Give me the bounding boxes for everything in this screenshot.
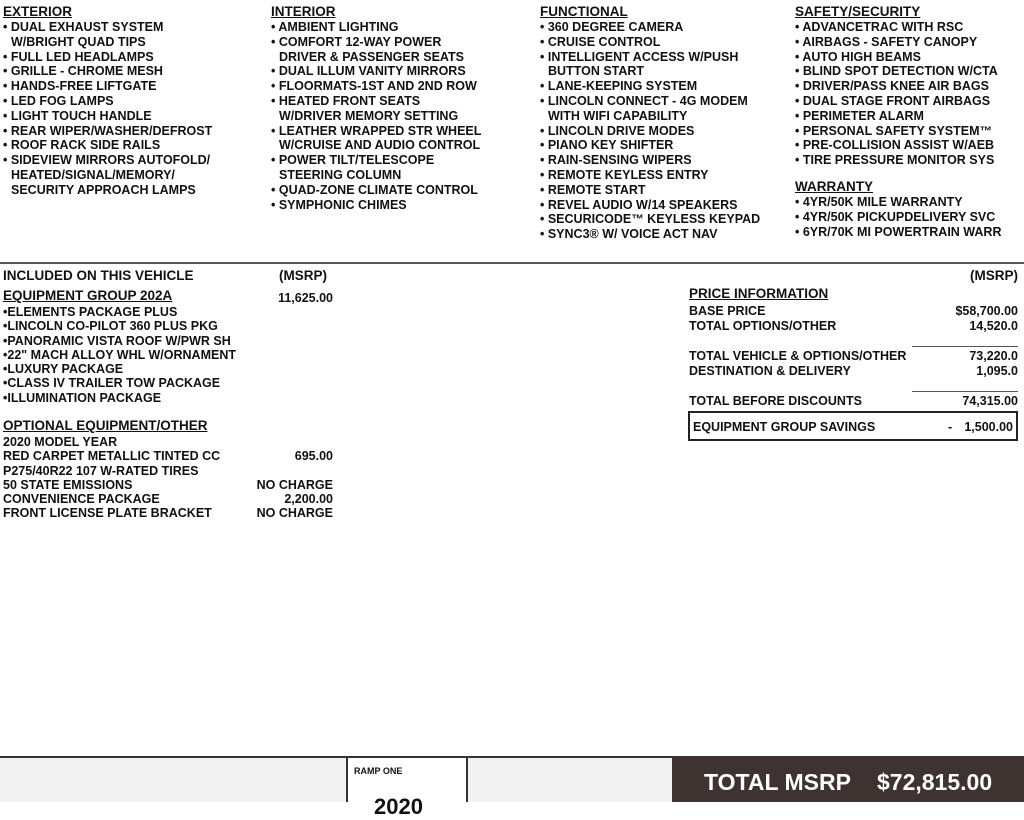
included-items (3, 305, 236, 405)
optional-row (3, 464, 333, 478)
exterior-section (3, 4, 212, 198)
interior-list (271, 20, 481, 212)
destination-label: DESTINATION & DELIVERY (689, 364, 851, 378)
savings-sign: - (948, 420, 953, 434)
total-msrp-bar (672, 756, 1024, 802)
safety-item: • AUTO HIGH BEAMS (795, 49, 921, 64)
included-item: •LINCOLN CO-PILOT 360 PLUS PKG (3, 319, 218, 334)
functional-list (540, 20, 760, 242)
warranty-item: • 4YR/50K MILE WARRANTY (795, 194, 963, 209)
base-price-label: BASE PRICE (689, 304, 766, 318)
exterior-item: • REAR WIPER/WASHER/DEFROST (3, 123, 213, 138)
optional-row-value: NO CHARGE (256, 477, 333, 492)
interior-item: • HEATED FRONT SEATS W/DRIVER MEMORY SETTING (271, 93, 459, 123)
ramp-label: RAMP ONE (354, 766, 403, 776)
exterior-item: • DUAL EXHAUST SYSTEM W/BRIGHT QUAD TIPS (3, 20, 164, 49)
optional-row-label: FRONT LICENSE PLATE BRACKET (3, 506, 212, 521)
optional-row-value: NO CHARGE (256, 506, 333, 521)
interior-item: • FLOORMATS-1ST AND 2ND ROW (271, 79, 477, 94)
safety-item: • ADVANCETRAC WITH RSC (795, 20, 964, 34)
equipment-group-price: 11,625.00 (278, 291, 333, 305)
warranty-list (795, 195, 1001, 239)
savings-label: EQUIPMENT GROUP SAVINGS (693, 420, 876, 434)
functional-item: • 360 DEGREE CAMERA (540, 20, 684, 34)
optional-row (3, 492, 333, 506)
included-item: •PANORAMIC VISTA ROOF W/PWR SH (3, 333, 231, 348)
savings-value: 1,500.00 (964, 420, 1013, 434)
total-options-label: TOTAL OPTIONS/OTHER (689, 319, 837, 333)
safety-section (795, 4, 1001, 239)
functional-heading: FUNCTIONAL (540, 4, 628, 19)
safety-list (795, 20, 1001, 168)
subtotal-rule (912, 346, 1018, 347)
interior-item: • DUAL ILLUM VANITY MIRRORS (271, 64, 466, 79)
included-item: •ELEMENTS PACKAGE PLUS (3, 305, 178, 319)
total-msrp-value: $72,815.00 (877, 769, 993, 795)
total-before-discounts-value: 74,315.00 (962, 394, 1018, 408)
interior-item: • QUAD-ZONE CLIMATE CONTROL (271, 182, 478, 197)
functional-item: • LINCOLN DRIVE MODES (540, 123, 695, 138)
safety-item: • PERIMETER ALARM (795, 108, 924, 123)
safety-item: • DRIVER/PASS KNEE AIR BAGS (795, 79, 989, 94)
safety-item: • BLIND SPOT DETECTION W/CTA (795, 64, 998, 79)
interior-item: • SYMPHONIC CHIMES (271, 197, 407, 212)
functional-item: • LANE-KEEPING SYSTEM (540, 79, 698, 94)
optional-row-label: CONVENIENCE PACKAGE (3, 492, 160, 507)
functional-item: • CRUISE CONTROL (540, 34, 661, 49)
exterior-item: • ROOF RACK SIDE RAILS (3, 138, 161, 153)
optional-row (3, 478, 333, 492)
functional-item: • SYNC3® W/ VOICE ACT NAV (540, 227, 718, 242)
total-vehicle-value: 73,220.0 (969, 349, 1018, 363)
functional-item: • INTELLIGENT ACCESS W/PUSH BUTTON START (540, 49, 739, 79)
section-divider (0, 262, 1024, 264)
included-item: •LUXURY PACKAGE (3, 362, 124, 377)
exterior-heading: EXTERIOR (3, 4, 73, 19)
safety-item: • DUAL STAGE FRONT AIRBAGS (795, 93, 991, 108)
included-item: •ILLUMINATION PACKAGE (3, 390, 162, 405)
before-discount-rule (912, 391, 1018, 392)
ramp-box (346, 756, 468, 819)
exterior-item: • LED FOG LAMPS (3, 93, 114, 108)
optional-row-value: 2,200.00 (284, 492, 333, 507)
warranty-item: • 6YR/70K MI POWERTRAIN WARR (795, 224, 1002, 239)
exterior-item: • FULL LED HEADLAMPS (3, 49, 154, 64)
functional-item: • REMOTE START (540, 182, 646, 197)
interior-item: • POWER TILT/TELESCOPE STEERING COLUMN (271, 153, 435, 182)
safety-heading: SAFETY/SECURITY (795, 4, 921, 19)
functional-section (540, 4, 760, 242)
interior-item: • LEATHER WRAPPED STR WHEEL W/CRUISE AND AUDIO CONTROL (271, 123, 482, 153)
optional-row (3, 449, 333, 463)
ramp-value: 2020 (374, 794, 423, 819)
footer-box-mid (468, 756, 672, 802)
safety-item: • PRE-COLLISION ASSIST W/AEB (795, 138, 995, 153)
total-vehicle-label: TOTAL VEHICLE & OPTIONS/OTHER (689, 349, 907, 363)
included-item: •22" MACH ALLOY WHL W/ORNAMENT (3, 347, 236, 362)
optional-row (3, 506, 333, 520)
included-item: •CLASS IV TRAILER TOW PACKAGE (3, 376, 221, 391)
equipment-group-title: EQUIPMENT GROUP 202A (3, 288, 173, 303)
optional-row-value: 695.00 (294, 449, 333, 464)
included-msrp-label: (MSRP) (279, 268, 327, 283)
warranty-heading: WARRANTY (795, 178, 873, 194)
exterior-item: • SIDEVIEW MIRRORS AUTOFOLD/ HEATED/SIGNAL/MEMORY/ SECURITY APPROACH LAMPS (3, 153, 211, 197)
destination-value: 1,095.0 (976, 364, 1018, 378)
optional-row-label: 2020 MODEL YEAR (3, 435, 118, 449)
included-title: INCLUDED ON THIS VEHICLE (3, 268, 194, 283)
warranty-item: • 4YR/50K PICKUPDELIVERY SVC (795, 209, 996, 224)
functional-item: • RAIN-SENSING WIPERS (540, 153, 692, 168)
optional-row (3, 435, 333, 449)
optional-row-label: P275/40R22 107 W-RATED TIRES (3, 463, 199, 478)
total-msrp-label: TOTAL MSRP (704, 769, 851, 795)
safety-item: • TIRE PRESSURE MONITOR SYS (795, 153, 995, 168)
interior-item: • COMFORT 12-WAY POWER DRIVER & PASSENGER SEATS (271, 34, 464, 64)
safety-item: • PERSONAL SAFETY SYSTEM™ (795, 123, 993, 138)
base-price-value: $58,700.00 (955, 304, 1018, 318)
exterior-list (3, 20, 212, 198)
optional-row-label: 50 STATE EMISSIONS (3, 477, 133, 492)
interior-section (271, 4, 481, 212)
functional-item: • REMOTE KEYLESS ENTRY (540, 167, 709, 182)
safety-item: • AIRBAGS - SAFETY CANOPY (795, 34, 978, 49)
exterior-item: • GRILLE - CHROME MESH (3, 64, 163, 79)
total-before-discounts-label: TOTAL BEFORE DISCOUNTS (689, 394, 862, 408)
footer-box-left (0, 756, 346, 802)
exterior-item: • LIGHT TOUCH HANDLE (3, 108, 152, 123)
interior-heading: INTERIOR (271, 4, 336, 19)
optional-title: OPTIONAL EQUIPMENT/OTHER (3, 418, 208, 433)
optional-items (3, 435, 333, 521)
functional-item: • REVEL AUDIO W/14 SPEAKERS (540, 197, 738, 212)
functional-item: • SECURICODE™ KEYLESS KEYPAD (540, 212, 761, 227)
price-msrp-label: (MSRP) (970, 268, 1018, 283)
exterior-item: • HANDS-FREE LIFTGATE (3, 79, 157, 94)
savings-box (688, 411, 1018, 441)
functional-item: • PIANO KEY SHIFTER (540, 138, 674, 153)
total-options-value: 14,520.0 (969, 319, 1018, 333)
optional-row-label: RED CARPET METALLIC TINTED CC (3, 449, 221, 464)
interior-item: • AMBIENT LIGHTING (271, 20, 399, 34)
price-info-title: PRICE INFORMATION (689, 286, 829, 301)
functional-item: • LINCOLN CONNECT - 4G MODEM WITH WIFI CAPABILITY (540, 93, 748, 123)
